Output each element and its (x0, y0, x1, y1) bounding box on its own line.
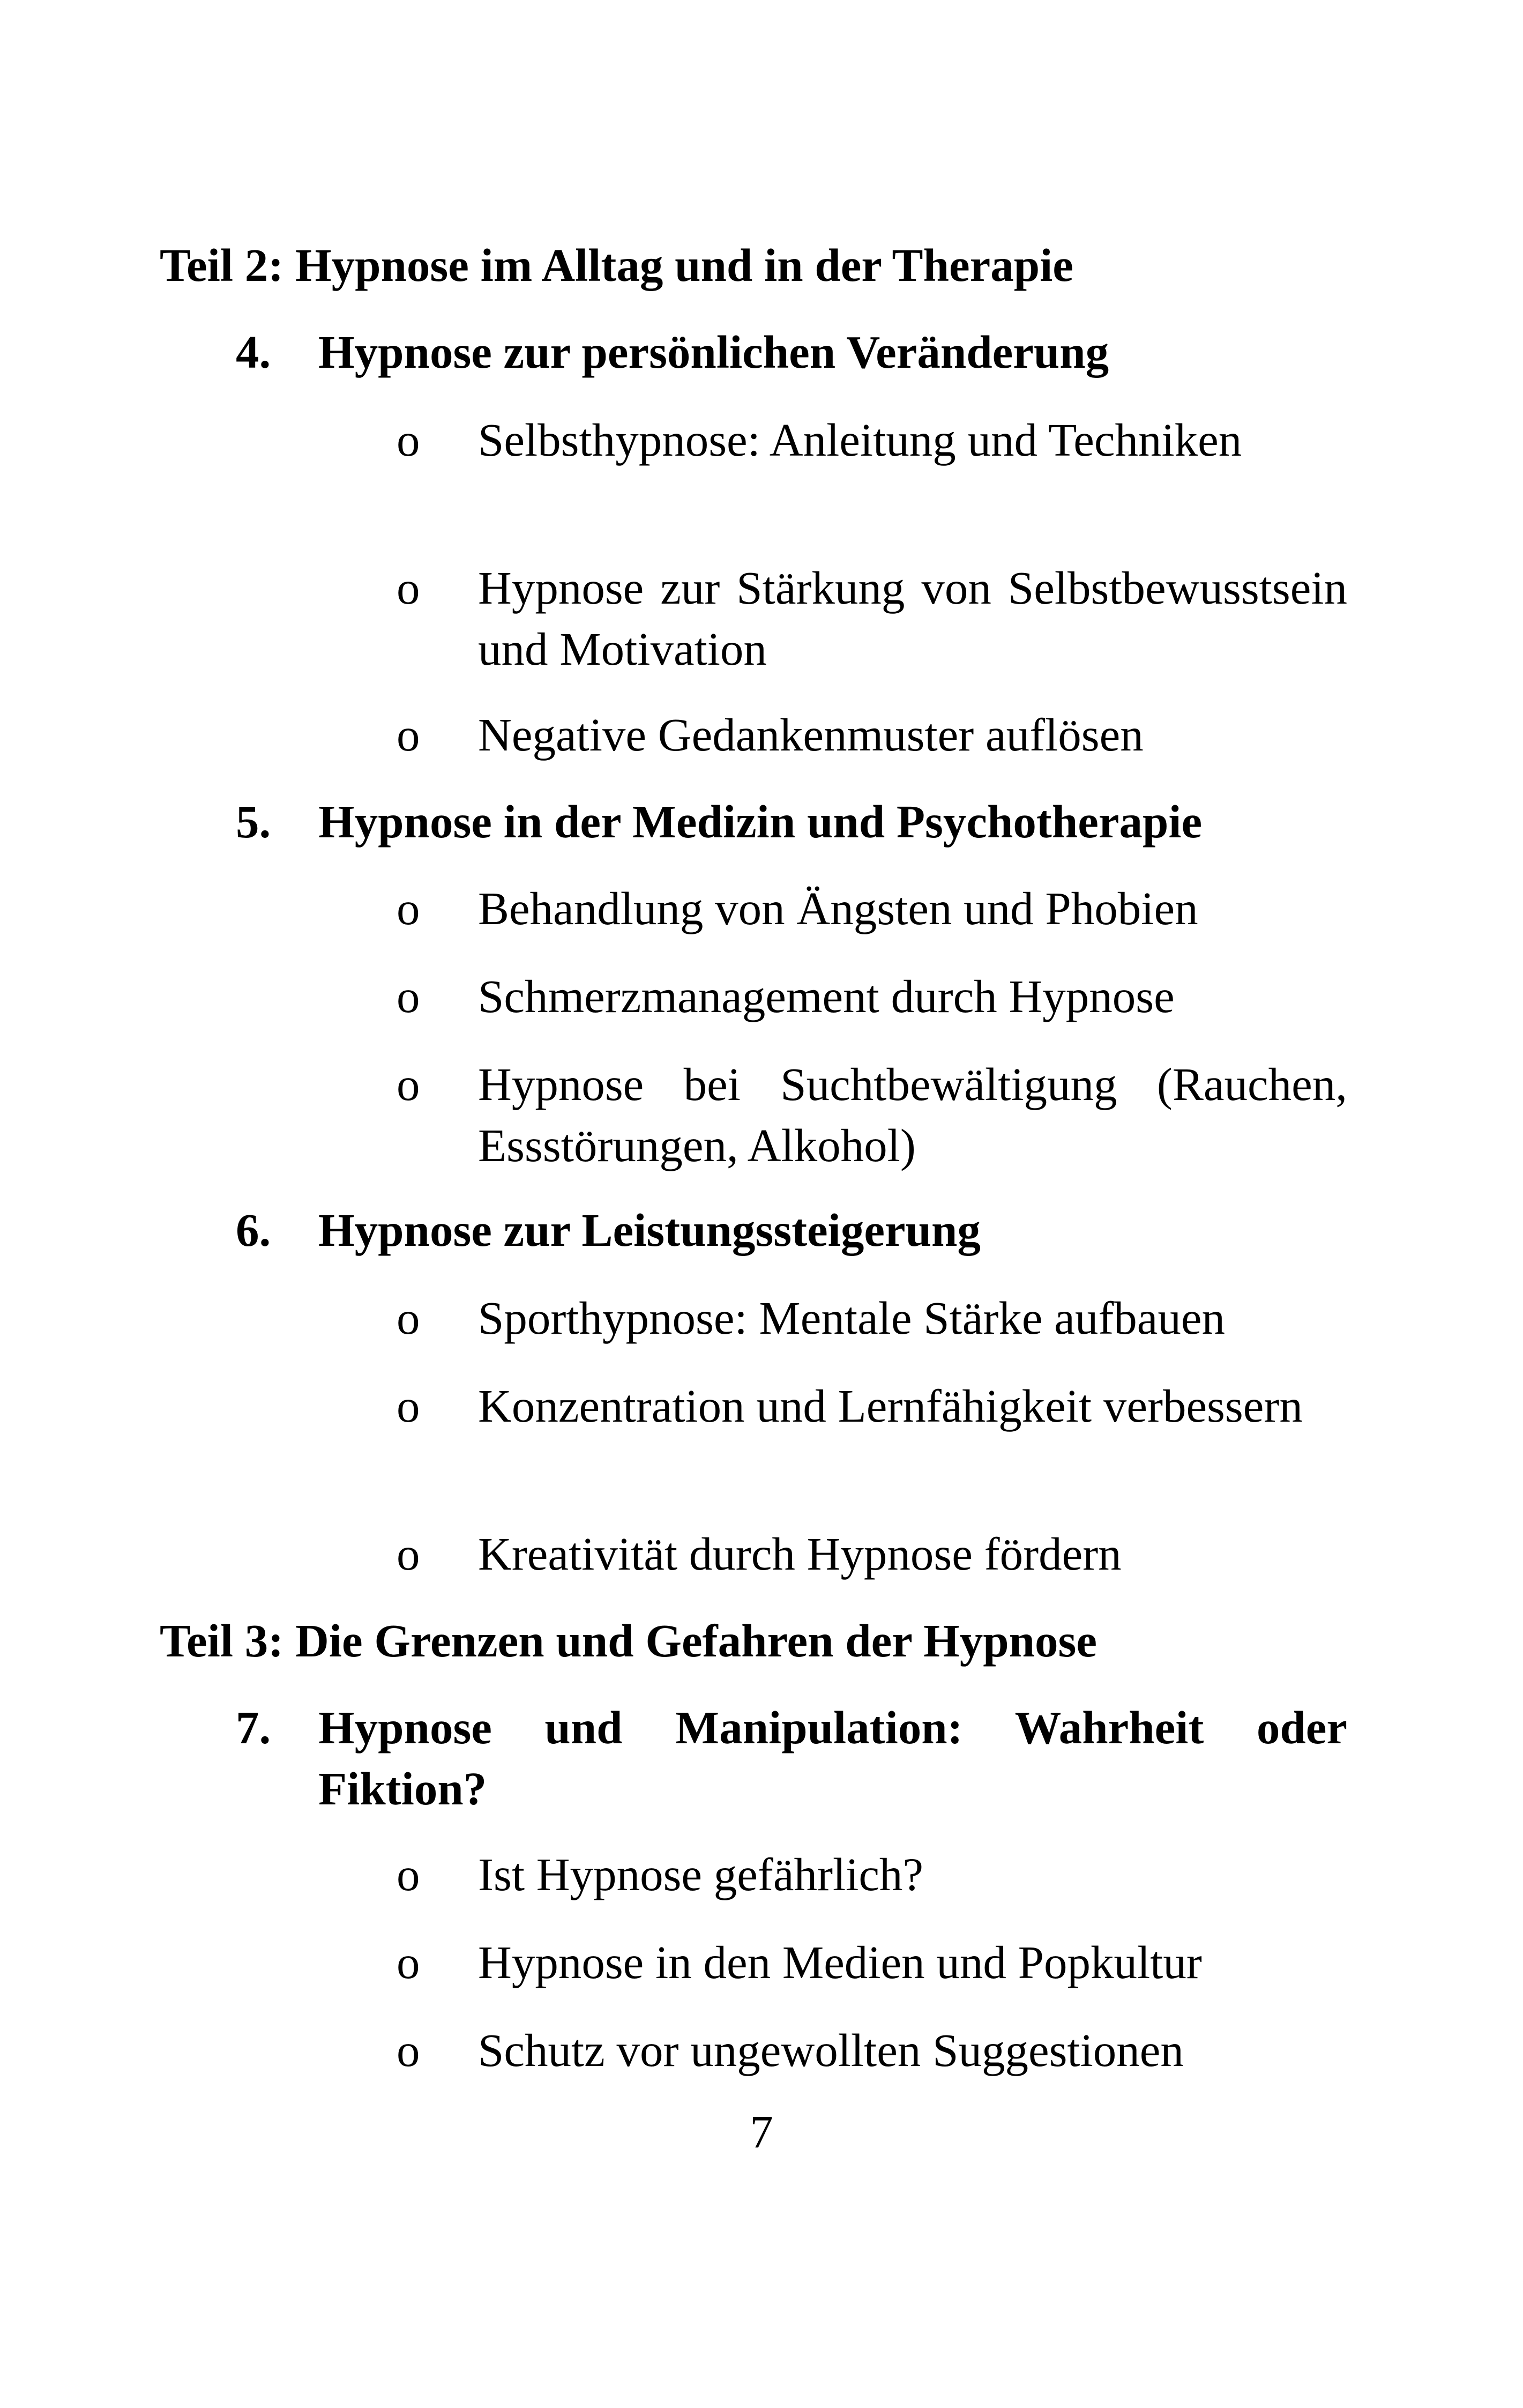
bullet-marker: o (397, 414, 420, 466)
bullet-marker: o (397, 970, 420, 1022)
chapter-number: 7. (236, 1701, 271, 1753)
chapter-number: 6. (236, 1204, 271, 1256)
list-item: Ist Hypnose gefährlich? (478, 1848, 924, 1900)
bullet-marker: o (397, 2024, 420, 2076)
list-item: Hypnose in den Medien und Popkultur (478, 1936, 1202, 1988)
list-item: Behandlung von Ängsten und Phobien (478, 882, 1198, 934)
list-item: Hypnose zur Stärkung von Selbstbewusstsein und Motivation (478, 562, 1347, 675)
bullet-marker: o (397, 1848, 420, 1900)
bullet-marker: o (397, 1380, 420, 1432)
list-item: Sporthypnose: Mentale Stärke aufbauen (478, 1292, 1226, 1344)
list-item: Kreativität durch Hypnose fördern (478, 1528, 1122, 1580)
list-item: Konzentration und Lernfähigkeit verbessern (478, 1380, 1303, 1432)
part-heading: Teil 2: Hypnose im Alltag und in der Therapie (160, 239, 1073, 291)
bullet-marker: o (397, 562, 420, 614)
list-item: Schmerzmanagement durch Hypnose (478, 970, 1175, 1022)
part-heading: Teil 3: Die Grenzen und Gefahren der Hypnose (160, 1615, 1097, 1667)
list-item: Schutz vor ungewollten Suggestionen (478, 2024, 1184, 2076)
bullet-marker: o (397, 709, 420, 761)
bullet-marker: o (397, 1058, 420, 1110)
page-number: 7 (750, 2106, 773, 2158)
bullet-marker: o (397, 1936, 420, 1988)
chapter-title: Hypnose zur Leistungssteigerung (318, 1204, 981, 1256)
bullet-marker: o (397, 1292, 420, 1344)
list-item: Negative Gedankenmuster auflösen (478, 709, 1144, 761)
chapter-number: 4. (236, 326, 271, 378)
list-item: Hypnose bei Suchtbewältigung (Rauchen, Essstörungen, Alkohol) (478, 1058, 1347, 1171)
list-item: Selbsthypnose: Anleitung und Techniken (478, 414, 1242, 466)
chapter-title: Hypnose und Manipulation: Wahrheit oder Fiktion? (318, 1701, 1347, 1815)
bullet-marker: o (397, 882, 420, 934)
chapter-number: 5. (236, 796, 271, 848)
chapter-title: Hypnose zur persönlichen Veränderung (318, 326, 1109, 378)
bullet-marker: o (397, 1528, 420, 1580)
chapter-title: Hypnose in der Medizin und Psychotherapie (318, 796, 1203, 848)
